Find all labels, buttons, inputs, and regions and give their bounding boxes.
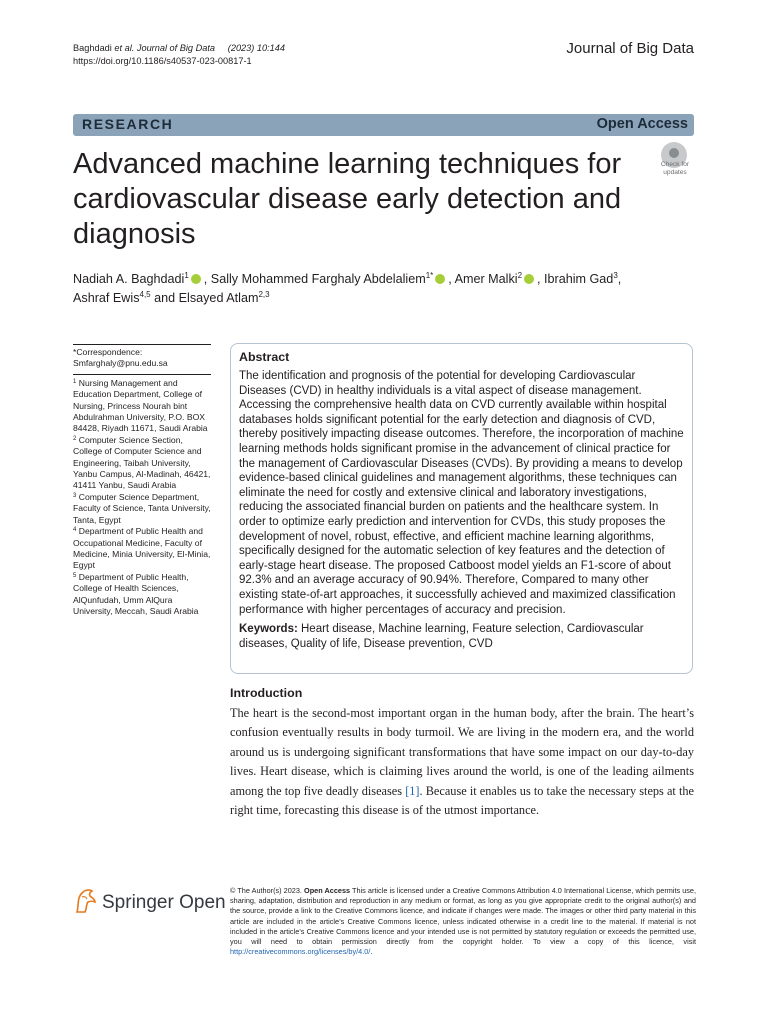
author-affiliation-sup: 1* (425, 271, 434, 280)
affiliations-column (73, 344, 211, 617)
author-name: Elsayed Atlam (178, 291, 259, 305)
affiliation-item: $^5$ Department of Public Health, College of Health Sciences, AlQunfudah, Umm AlQura University, Meccah, Saudi Arabia (73, 571, 199, 616)
introduction-paragraph (230, 704, 694, 820)
publisher-name: Springer (102, 892, 174, 913)
authors-joiner: and (154, 291, 176, 305)
keywords-label: Keywords: (239, 623, 298, 636)
springer-horse-icon (73, 886, 99, 916)
author-affiliation-sup: 1 (184, 271, 189, 280)
springer-open-logo[interactable] (73, 886, 226, 916)
author-name: Ibrahim Gad (544, 272, 614, 286)
abstract-heading: Abstract (239, 350, 290, 364)
intro-text: The heart is the second-most important organ in the human body, after the brain. The heart’s confusion eventually results in body turmoil. We are living in the modern era, and the world around us is undergoing significant transformations that have some impact on our day-to-day lives. Heart disease, which is claiming lives around the world, is one of the leading ailments among the top five deadly diseases (230, 706, 694, 798)
affiliation-item: $^3$ Computer Science Department, Faculty of Science, Tanta University, Tanta, Egypt (73, 491, 211, 525)
open-access-label: Open Access (596, 116, 688, 132)
badge-line1: Check for (660, 161, 690, 168)
running-citation (73, 42, 285, 68)
affiliation-item: $^2$ Computer Science Section, College of Computer Science and Engineering, Taibah University, Yanbu Campus, Al-Madinah, 46421, 41411 Yanbu, Saudi Arabia (73, 434, 211, 491)
badge-line2: updates (663, 168, 687, 176)
correspondence-label: *Correspondence: (73, 347, 143, 357)
section-banner (73, 114, 694, 136)
license-notice: © The Author(s) 2023. Open Access This article is licensed under a Creative Commons Attribution 4.0 International License, which permits use, sharing, adaptation, distribution and reproduction in any medium or format, as long as you give appropriate credit to the original author(s) and the source, provide a link to the Creative Commons licence, and indicate if changes were made. The images or other third party material in this article are included in the article’s Creative Commons licence, unless indicated otherwise in a credit line to the material. If material is not included in the article’s Creative Commons licence and your intended use is not permitted by statutory regulation or exceeds the permitted use, you will need to obtain permission directly from the copyright holder. To view a copy of this licence, visit http://creativecommons.org/licenses/by/4.0/. (230, 886, 697, 957)
divider (73, 344, 211, 345)
author-name: Sally Mohammed Farghaly Abdelaliem (210, 272, 426, 286)
orcid-icon[interactable] (191, 274, 201, 284)
affiliation-item: $^1$ Nursing Management and Education Department, College of Nursing, Princess Nourah bint Abdulrahman University, P.O. BOX 84428, Riyadh 11671, Saudi Arabia (73, 377, 208, 434)
keywords (239, 622, 684, 651)
affiliation-item: $^4$ Department of Public Health and Occupational Medicine, Faculty of Medicine, Minia University, El-Minia, Egypt (73, 526, 211, 571)
abstract-body: The identification and prognosis of the potential for developing Cardiovascular Diseases (CVD) in healthy individuals is a vital aspect of disease management. Accessing the comprehensive health data on CVD currently available within hospital databases holds significant potential for the early detection and diagnosis of CVD, thereby positively impacting disease outcomes. Therefore, the incorporation of machine learning methods holds significant promise in the advancement of clinical practice for the management of Cardiovascular Diseases (CVDs). By providing a means to develop evidence-based clinical guidelines and management algorithms, these techniques can eliminate the need for costly and extensive clinical and laboratory investigations, reducing the associated financial burden on patients and the healthcare system. In order to optimize early prediction and intervention for CVDs, this study proposes the development of novel, robust, effective, and efficient machine learning algorithms, specifically designed for the automatic selection of key features and the detection of early-stage heart disease. The proposed Catboost model yields an F1-score of about 92.3% and an average accuracy of 90.94%. Therefore, Compared to many other existing state-of-art approaches, it successfully achieved and maximized classification performance with higher percentages of accuracy and precision. (239, 370, 684, 616)
citation-link[interactable]: [1] (405, 783, 420, 798)
author-affiliation-sup: 2,3 (258, 290, 270, 299)
author-affiliation-sup: 3 (613, 271, 618, 280)
author-name: Nadiah A. Baghdadi (73, 272, 185, 286)
author-name: Amer Malki (454, 272, 518, 286)
author-affiliation-sup: 4,5 (139, 290, 151, 299)
abstract-box (230, 343, 693, 674)
article-type-label: RESEARCH (82, 116, 174, 132)
orcid-icon[interactable] (524, 274, 534, 284)
citation-year-volume: (2023) 10:144 (227, 43, 285, 53)
intro-text-cont: . Because it enables us to take the necessary steps at the right time, forecasting this disease is of the utmost importance. (230, 783, 694, 818)
license-open-access: Open Access (304, 886, 351, 895)
license-body: This article is licensed under a Creative Commons Attribution 4.0 International License, which permits use, sharing, adaptation, distribution and reproduction in any medium or format, as long as you give appropriate credit to the original author(s) and the source, provide a link to the Creative Commons licence, and indicate if changes were made. The images or other third party material in this article are included in the article’s Creative Commons licence, unless indicated otherwise in a credit line to the material. If material is not included in the article’s Creative Commons licence and your intended use is not permitted by statutory regulation or exceeds the permitted use, you will need to obtain permission directly from the copyright holder. To view a copy of this licence, visit (230, 886, 697, 947)
author-list: Nadiah A. Baghdadi$^1$ , Sally Mohammed Farghaly Abdelaliem$^{1*}$ , Amer Malki$^2$ , Ibrahim Gad$^3$, Ashraf Ewis$^{4,5}$ and Elsayed Atlam$^{2,3}$ (73, 271, 622, 305)
keywords-list: Heart disease, Machine learning, Feature selection, Cardiovascular diseases, Quality of life, Disease prevention, CVD (239, 623, 644, 650)
article-title: Advanced machine learning techniques for cardiovascular disease early detection and diagnosis (73, 148, 622, 250)
orcid-icon[interactable] (435, 274, 445, 284)
citation-author: Baghdadi (73, 43, 112, 53)
citation-journal: et al. Journal of Big Data (114, 43, 216, 53)
correspondence-email[interactable]: Smfarghaly@pnu.edu.sa (73, 358, 168, 369)
introduction-heading: Introduction (230, 686, 303, 700)
check-for-updates-badge[interactable] (655, 139, 695, 179)
divider (73, 374, 211, 375)
publisher-suffix: Open (179, 892, 226, 913)
journal-name: Journal of Big Data (566, 40, 694, 57)
license-lead: © The Author(s) 2023. (230, 886, 302, 895)
author-affiliation-sup: 2 (517, 271, 523, 280)
author-name: Ashraf Ewis (73, 291, 140, 305)
doi-link[interactable]: https://doi.org/10.1186/s40537-023-00817-1 (73, 56, 252, 66)
license-url[interactable]: http://creativecommons.org/licenses/by/4.0/ (230, 947, 371, 957)
